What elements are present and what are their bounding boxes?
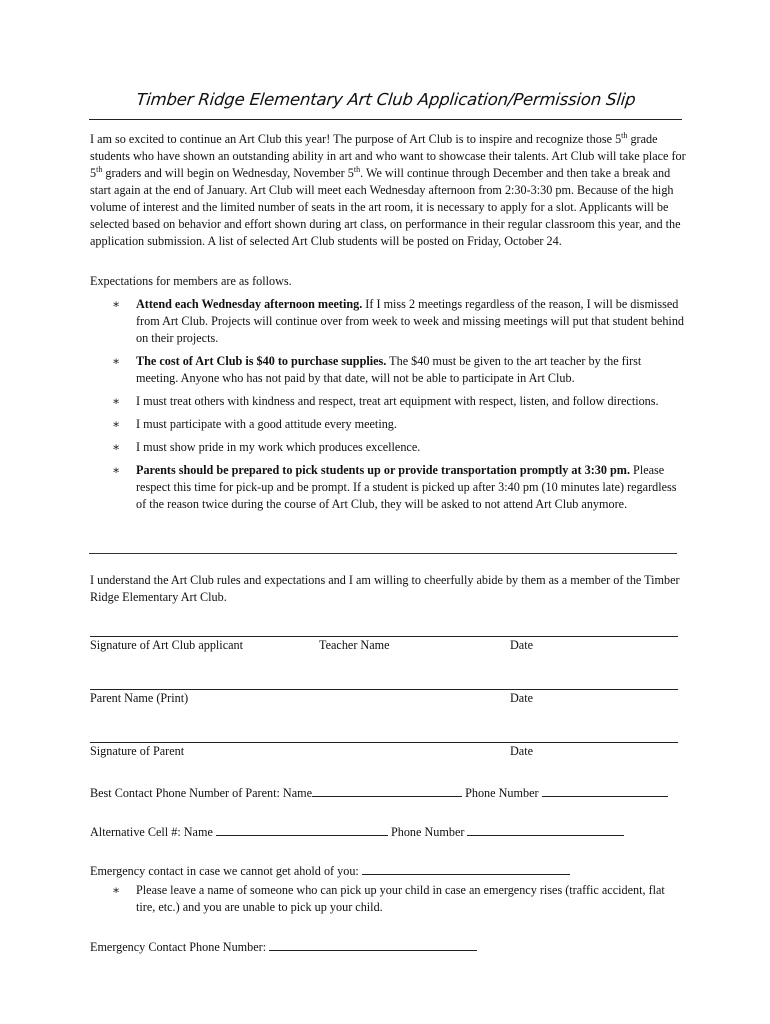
emergency-note-text: Please leave a name of someone who can pick up your child in case an emergency rises (traffic accident, flat tire, etc.) and you are unable to pick up your child. <box>136 883 665 914</box>
expectation-text: If I miss 2 meetings regardless of the reason, I will be dismissed from Art Club. Projects will continue over from week to week and missing meetings will put that student behind on their projects. <box>136 297 685 345</box>
list-item <box>90 353 686 387</box>
applicant-signature-line[interactable] <box>90 636 678 637</box>
teacher-name-label: Teacher Name <box>319 638 390 652</box>
page-title: Timber Ridge Elementary Art Club Application/Permission Slip <box>135 90 637 109</box>
expectations-list <box>90 296 686 519</box>
parent-name-line[interactable] <box>90 689 678 690</box>
intro-text-1: I am so excited to continue an Art Club this year! The purpose of Art Club is to inspire and recognize those 5 <box>90 132 622 146</box>
alt-phone-field[interactable] <box>467 823 624 836</box>
intro-text-4: . We will continue through December and then take a break and start again at the end of January. Art Club will meet each Wednesday afternoon from 2:30-3:30 pm. Because of the high volume of interest and the limited number of seats in the art room, it is necessary to apply for a slot. Applicants will be selected based on behavior and effort shown during art class, on performance in their regular classroom this year, and the application submission. A list of selected Art Club students will be posted on Friday, October 24. <box>90 166 681 248</box>
expectations-heading: Expectations for members are as follows. <box>90 274 292 288</box>
expectation-bold: Attend each Wednesday afternoon meeting. <box>136 297 363 311</box>
expectation-text: I must treat others with kindness and respect, treat art equipment with respect, listen, and follow directions. <box>136 394 659 408</box>
list-item <box>90 296 686 347</box>
intro-paragraph <box>90 131 686 250</box>
intro-text-2: grade students who have shown an outstanding ability in art and who want to showcase their talents. Art Club will take place for 5 <box>90 132 686 180</box>
intro-sup-3: th <box>353 164 361 174</box>
list-item <box>90 462 686 513</box>
best-contact-phone-field[interactable] <box>542 784 668 797</box>
applicant-signature-label: Signature of Art Club applicant <box>90 638 243 652</box>
bullet-icon: ∗ <box>112 297 121 311</box>
bullet-icon: ∗ <box>112 463 121 477</box>
title-underline <box>89 119 682 120</box>
bullet-icon: ∗ <box>112 417 121 431</box>
parent-signature-line[interactable] <box>90 742 678 743</box>
emergency-contact-field[interactable] <box>362 862 570 875</box>
best-contact-label: Best Contact Phone Number of Parent: Name <box>90 786 313 800</box>
intro-sup-1: th <box>621 130 628 140</box>
alt-cell-label: Alternative Cell #: Name <box>90 825 216 839</box>
expectation-bold: Parents should be prepared to pick students up or provide transportation promptly at 3:30 pm. <box>136 463 630 477</box>
emergency-contact-label: Emergency contact in case we cannot get ahold of you: <box>90 864 362 878</box>
alt-phone-label: Phone Number <box>387 825 468 839</box>
agreement-statement: I understand the Art Club rules and expectations and I am willing to cheerfully abide by them as a member of the Timber Ridge Elementary Art Club. <box>90 573 680 604</box>
date-label-3: Date <box>510 744 534 758</box>
emergency-phone-row <box>90 938 477 955</box>
emergency-phone-field[interactable] <box>269 938 477 951</box>
expectation-text: The $40 must be given to the art teacher by the first meeting. Anyone who has not paid by that date, will not be able to participate in Art Club. <box>136 354 642 385</box>
section-divider <box>89 553 677 554</box>
emergency-phone-label: Emergency Contact Phone Number: <box>90 940 270 954</box>
bullet-icon: ∗ <box>112 883 121 897</box>
emergency-note <box>90 882 686 916</box>
bullet-icon: ∗ <box>112 394 121 408</box>
parent-name-label: Parent Name (Print) <box>90 691 189 705</box>
expectation-text: I must participate with a good attitude every meeting. <box>136 417 397 431</box>
bullet-icon: ∗ <box>112 354 121 368</box>
expectation-text: I must show pride in my work which produces excellence. <box>136 440 421 454</box>
emergency-contact-row <box>90 862 570 879</box>
list-item <box>90 393 686 410</box>
intro-text-3: graders and will begin on Wednesday, November 5 <box>102 166 354 180</box>
alt-cell-name-field[interactable] <box>216 823 388 836</box>
date-label-2: Date <box>510 691 534 705</box>
list-item <box>90 439 686 456</box>
intro-sup-2: th <box>96 164 103 174</box>
bullet-icon: ∗ <box>112 440 121 454</box>
expectation-bold: The cost of Art Club is $40 to purchase supplies. <box>136 354 387 368</box>
best-contact-name-field[interactable] <box>312 784 462 797</box>
parent-signature-label: Signature of Parent <box>90 744 185 758</box>
phone-number-label: Phone Number <box>462 786 542 800</box>
best-contact-row <box>90 784 668 801</box>
expectation-text: Please respect this time for pick-up and be prompt. If a student is picked up after 3:40 pm (10 minutes late) regardless of the reason twice during the course of Art Club, they will be asked to not attend Art Club anymore. <box>136 463 677 511</box>
list-item <box>90 416 686 433</box>
alt-contact-row <box>90 823 624 840</box>
date-label-1: Date <box>510 638 534 652</box>
